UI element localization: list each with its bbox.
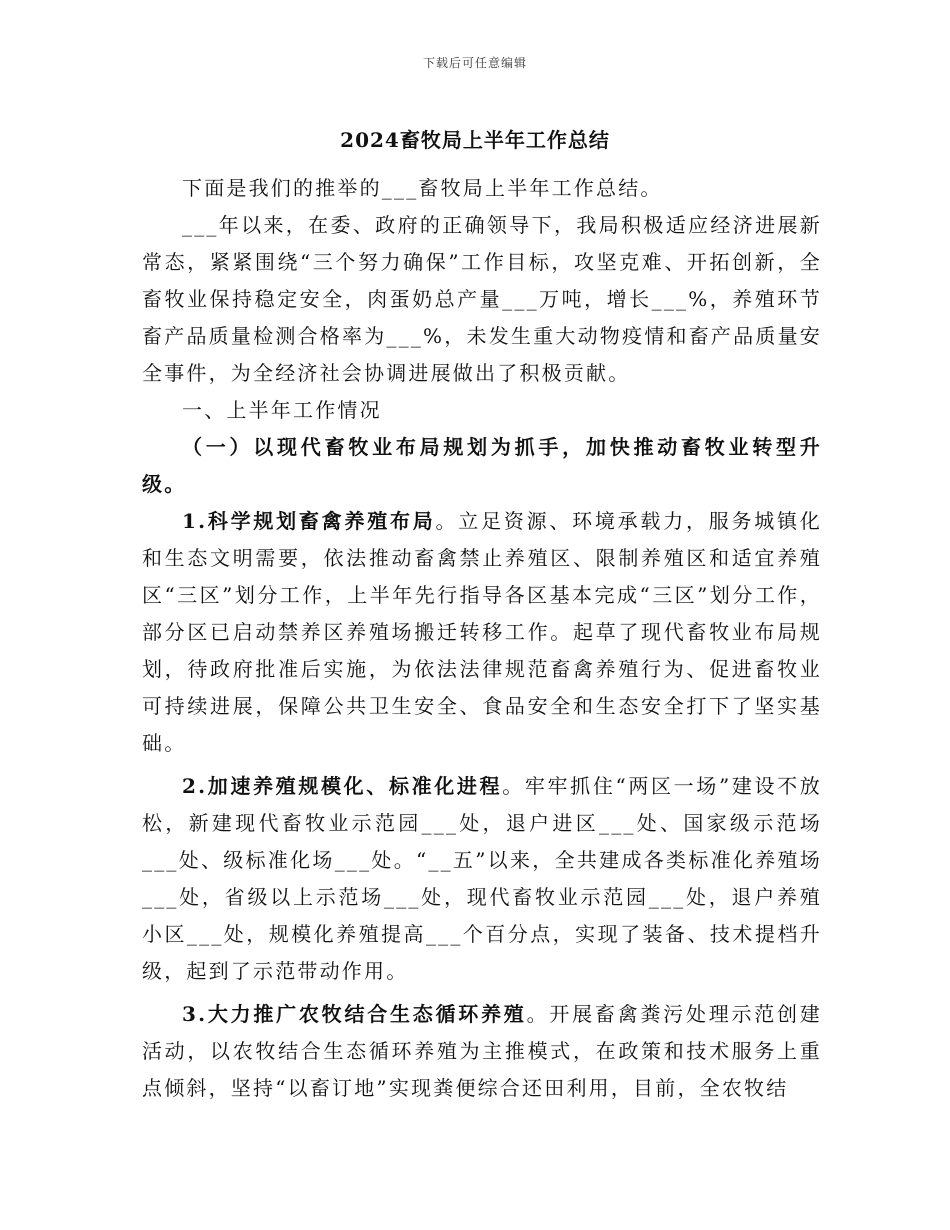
item-text-2: 。牢牢抓住“两区一场”建设不放松，新建现代畜牧业示范园___处，退户进区___处、国家级示范场___处、级标准化场___处。“__五”以来，全共建成各类标准化养殖场___处，省级以上示范场___处，现代畜牧业示范园___处，退户养殖小区___处，规模化养殖提高___个百分点，实现了装备、技术提档升级，起到了示范带动作用。 xyxy=(142,774,822,983)
subsection-heading: （一）以现代畜牧业布局规划为抓手，加快推动畜牧业转型升级。 xyxy=(142,435,822,496)
document-title: 2024畜牧局上半年工作总结 xyxy=(340,128,610,152)
item-lead-2: 2.加速养殖规模化、标准化进程 xyxy=(182,774,503,798)
summary-paragraph: ___年以来，在委、政府的正确领导下，我局积极适应经济进展新常态，紧紧围绕“三个努力确保”工作目标，攻坚克难、开拓创新，全畜牧业保持稳定安全，肉蛋奶总产量___万吨，增长___%，养殖环节畜产品质量检测合格率为___%，未发生重大动物疫情和畜产品质量安全事件，为全经济社会协调进展做出了积极贡献。 xyxy=(142,213,822,385)
item-paragraph-3 xyxy=(142,996,822,1107)
item-paragraph-1 xyxy=(142,503,822,762)
intro-paragraph: 下面是我们的推举的___畜牧局上半年工作总结。 xyxy=(182,176,663,200)
item-lead-3: 3.大力推广农牧结合生态循环养殖 xyxy=(182,1002,527,1026)
section-heading: 一、上半年工作情况 xyxy=(182,398,382,422)
page-header-note: 下载后可任意编辑 xyxy=(422,56,527,70)
item-paragraph-2 xyxy=(142,768,822,990)
document-body xyxy=(142,170,822,1107)
item-text-1: 。立足资源、环境承载力，服务城镇化和生态文明需要，依法推动畜禽禁止养殖区、限制养殖区和适宜养殖区“三区”划分工作，上半年先行指导各区基本完成“三区”划分工作，部分区已启动禁养区养殖场搬迁转移工作。起草了现代畜牧业布局规划，待政府批准后实施，为依法法律规范畜禽养殖行为、促进畜牧业可持续进展，保障公共卫生安全、食品安全和生态安全打下了坚实基础。 xyxy=(142,509,823,755)
item-lead-1: 1.科学规划畜禽养殖布局 xyxy=(182,509,436,533)
item-text-3: 。开展畜禽粪污处理示范创建活动，以农牧结合生态循环养殖为主推模式，在政策和技术服务上重点倾斜，坚持“以畜订地”实现粪便综合还田利用，目前，全农牧结 xyxy=(142,1002,822,1100)
